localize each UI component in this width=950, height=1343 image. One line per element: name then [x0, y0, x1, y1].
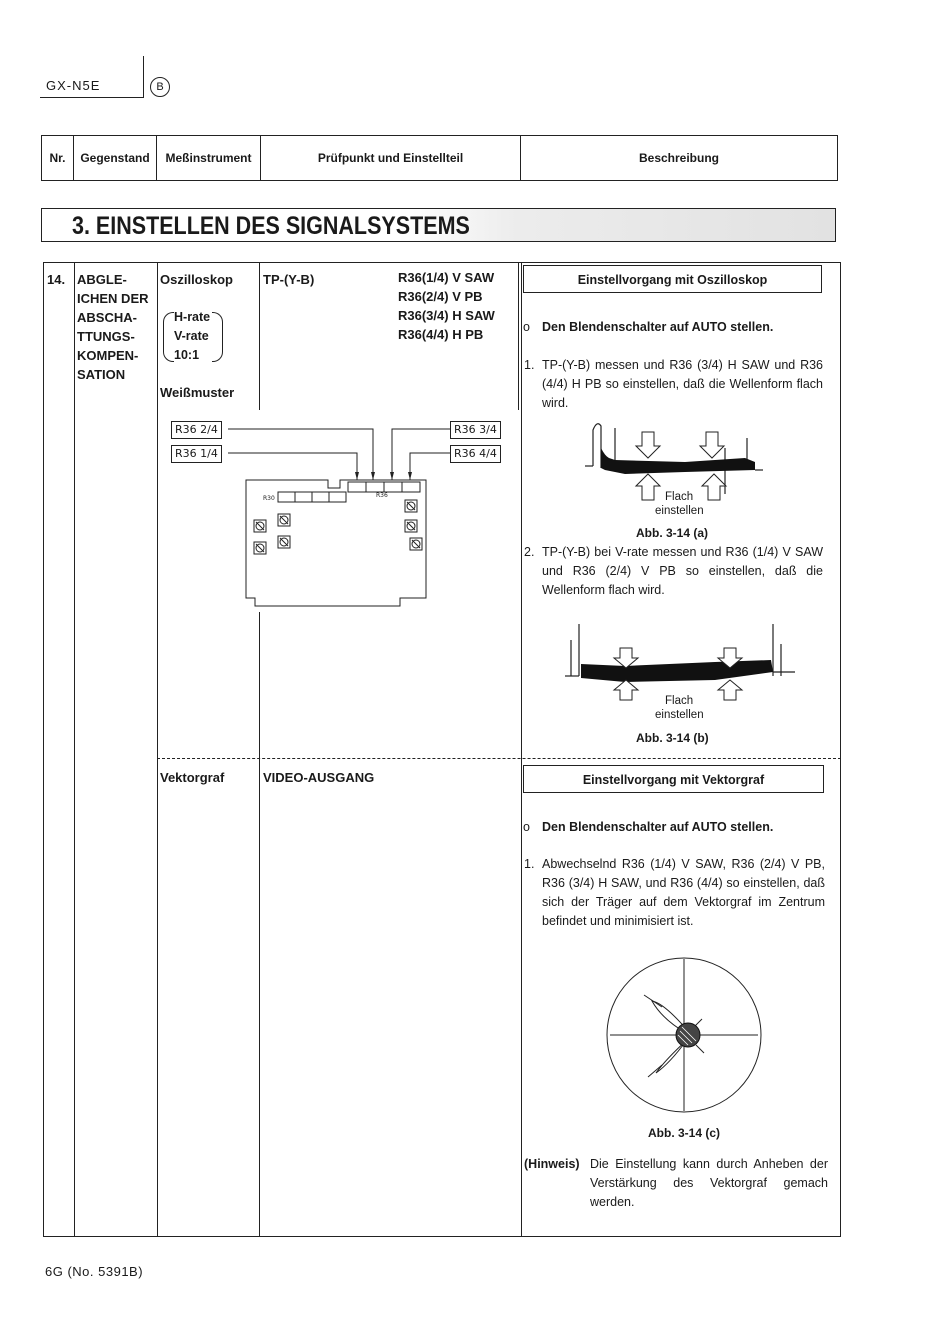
col-divider-2: [157, 262, 158, 1237]
flach-label-a: Flach: [665, 491, 694, 503]
einstellen-label-b: einstellen: [655, 709, 704, 721]
hint-text: Die Einstellung kann durch Anheben der Verstärkung des Vektorgraf gemach werden.: [590, 1157, 828, 1209]
einstellen-label-a: einstellen: [655, 505, 704, 517]
vec-step1-text: Abwechselnd R36 (1/4) V SAW, R36 (2/4) V PB, R36 (3/4) H SAW, und R36 (4/4) so einstellen, daß sich der Träger auf dem Vektorgraf im Zentrum befindet und minimisiert ist.: [542, 857, 825, 928]
adjust-item: R36(4/4) H PB: [398, 327, 484, 342]
col-divider-4b: [518, 262, 519, 410]
table-header: [41, 135, 838, 181]
osc-note-bullet: o: [523, 320, 530, 334]
model-divider: [143, 56, 144, 98]
pattern-label: Weißmuster: [160, 385, 235, 400]
osc-step1-num: 1.: [524, 358, 535, 372]
col-divider-4: [521, 262, 522, 1237]
adjust-item: R36(1/4) V SAW: [398, 270, 495, 285]
board-label-r36-3-4: R36 3/4: [450, 421, 501, 439]
section-title: 3. EINSTELLEN DES SIGNALSYSTEMS: [72, 212, 470, 240]
board-diagram: [160, 410, 520, 615]
osc-note: Den Blendenschalter auf AUTO stellen.: [542, 320, 774, 334]
osc-step1-text: TP-(Y-B) messen und R36 (3/4) H SAW und R36 (4/4) H PB so einstellen, daß die Wellenform flach wird.: [542, 358, 823, 410]
hrate-label: H-rate: [174, 310, 211, 324]
rate-bracket-left: [163, 312, 174, 362]
board-label-r36: R36: [376, 492, 388, 499]
col-divider-3b: [259, 612, 260, 1237]
hint-label: (Hinweis): [524, 1157, 580, 1171]
caption-3-14a: Abb. 3-14 (a): [636, 526, 709, 540]
section-title-bar: [41, 208, 836, 242]
header-beschreibung: Beschreibung: [638, 151, 719, 165]
adjust-items: [398, 268, 495, 344]
board-label-r36-4-4: R36 4/4: [450, 445, 501, 463]
gegenstand-line: SATION: [77, 367, 126, 382]
ratio-label: 10:1: [174, 348, 200, 362]
header-nr: Nr.: [42, 136, 74, 180]
vectorgraph-figure: [604, 955, 764, 1115]
row-gegenstand: [77, 270, 149, 384]
col-divider-3a: [259, 262, 260, 410]
board-label-r36-1-4: R36 1/4: [171, 445, 222, 463]
gegenstand-line: ICHEN DER: [77, 291, 149, 306]
waveform-b: [565, 620, 795, 702]
osc-step2-num: 2.: [524, 545, 535, 559]
gegenstand-line: KOMPEN-: [77, 348, 139, 363]
testpoint-video-out: VIDEO-AUSGANG: [263, 770, 375, 785]
vec-note: Den Blendenschalter auf AUTO stellen.: [542, 820, 774, 834]
flach-label-b: Flach: [665, 695, 694, 707]
vrate-label: V-rate: [174, 329, 209, 343]
osc-step2-text: TP-(Y-B) bei V-rate messen und R36 (1/4) V SAW und R36 (2/4) V PB so einstellen, daß die Wellenform flach wird.: [542, 545, 823, 597]
region-mark: B: [150, 77, 170, 97]
vec-note-bullet: o: [523, 820, 530, 834]
caption-3-14b: Abb. 3-14 (b): [636, 731, 709, 745]
col-divider-1: [74, 262, 75, 1237]
header-messinstrument: Meßinstrument: [157, 136, 261, 180]
vec-procedure-box: Einstellvorgang mit Vektorgraf: [523, 765, 824, 793]
instrument-oscilloscope: Oszilloskop: [160, 272, 233, 287]
gegenstand-line: TTUNGS-: [77, 329, 135, 344]
instrument-vectorgraph: Vektorgraf: [160, 770, 225, 785]
page-footer: 6G (No. 5391B): [45, 1264, 144, 1279]
model-label: GX-N5E: [46, 78, 101, 93]
header-pruefpunkt: Prüfpunkt und Einstellteil: [261, 136, 521, 180]
caption-3-14c: Abb. 3-14 (c): [648, 1126, 721, 1140]
testpoint-tp-yb: TP-(Y-B): [263, 272, 315, 287]
board-label-r30: R30: [263, 495, 275, 502]
model-underline: [40, 97, 144, 98]
vec-step1-num: 1.: [524, 857, 535, 871]
adjust-item: R36(2/4) V PB: [398, 289, 483, 304]
row-number: 14.: [47, 272, 66, 287]
osc-procedure-box: Einstellvorgang mit Oszilloskop: [523, 265, 822, 293]
header-gegenstand: Gegenstand: [74, 136, 157, 180]
board-label-r36-2-4: R36 2/4: [171, 421, 222, 439]
gegenstand-line: ABGLE-: [77, 272, 127, 287]
row-separator: [157, 758, 841, 759]
gegenstand-line: ABSCHA-: [77, 310, 137, 325]
adjust-item: R36(3/4) H SAW: [398, 308, 495, 323]
rate-bracket-right: [212, 312, 223, 362]
